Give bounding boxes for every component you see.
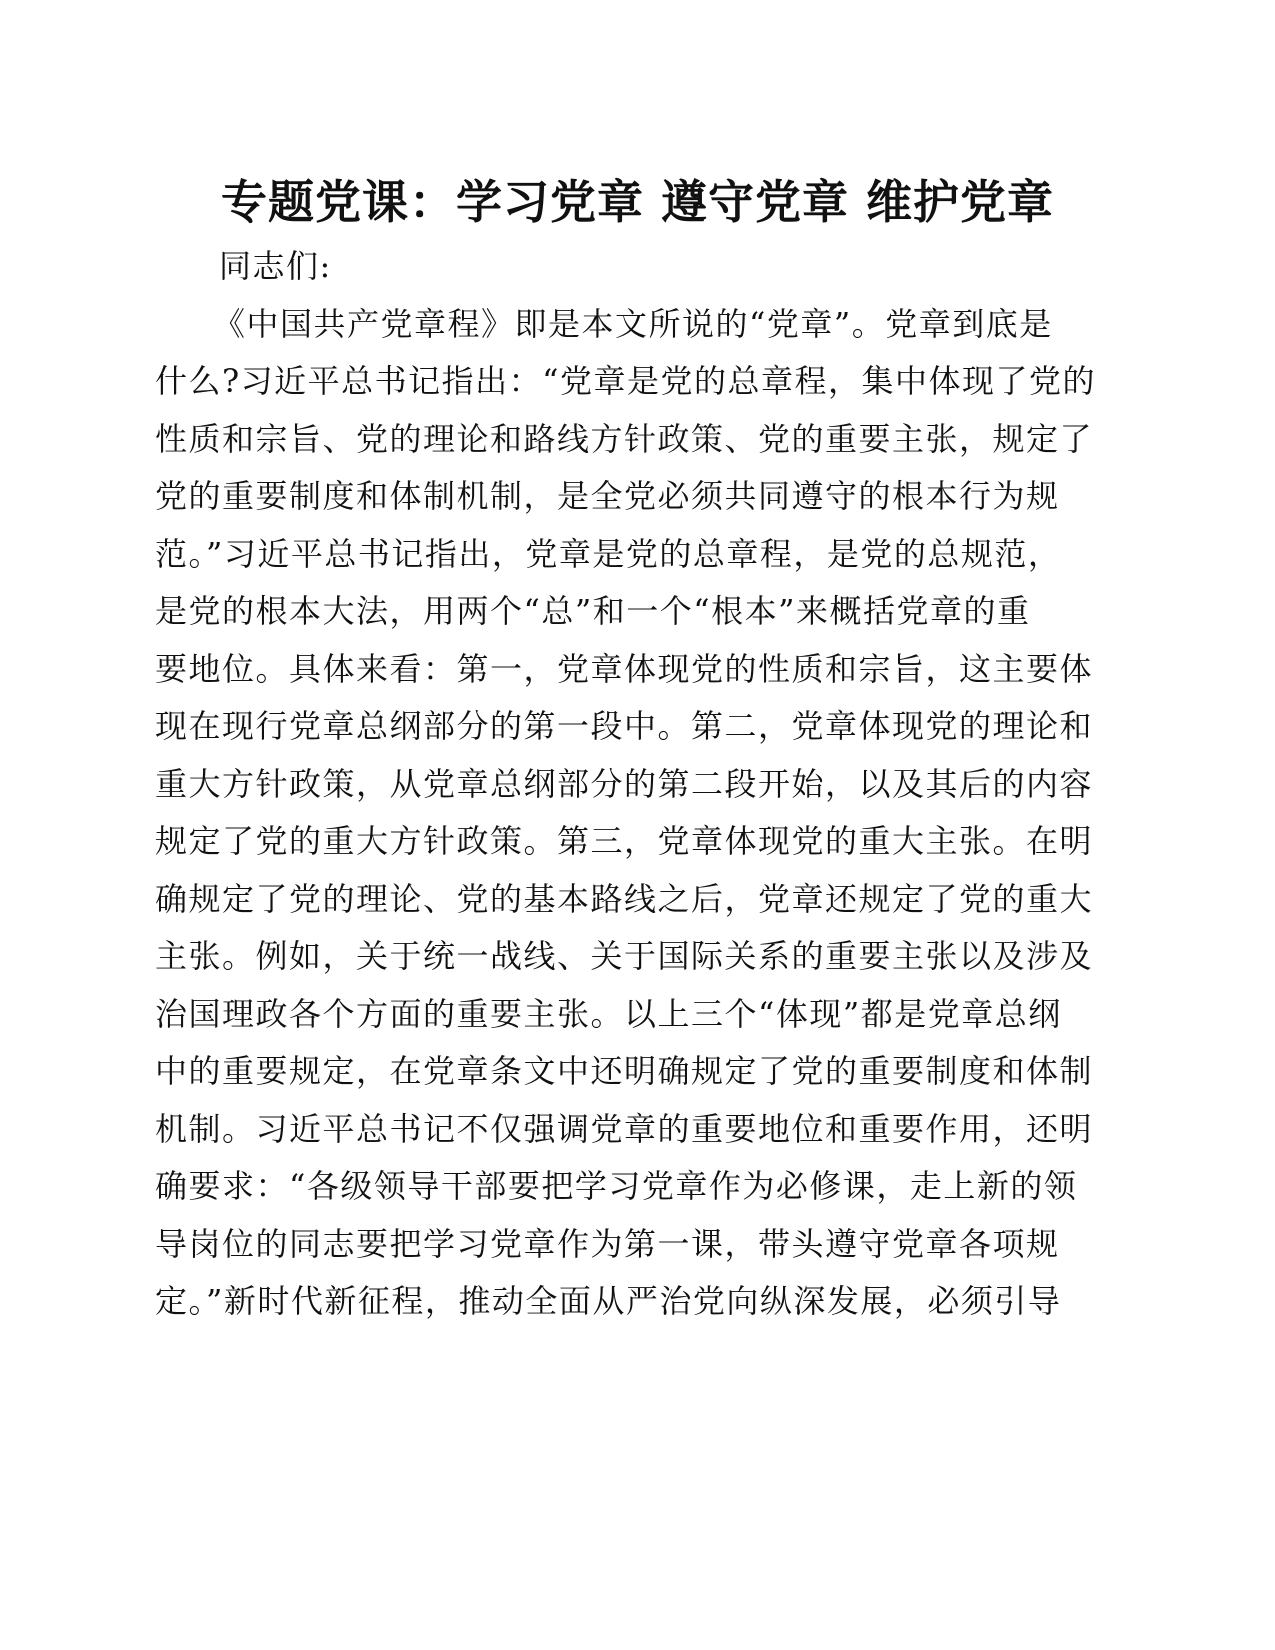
text-line: 要地位。具体来看：第一，党章体现党的性质和宗旨，这主要体 [155,649,1094,688]
text-line: 机制。习近平总书记不仅强调党章的重要地位和重要作用，还明 [155,1109,1094,1148]
text-line: 确规定了党的理论、党的基本路线之后，党章还规定了党的重大 [155,879,1094,918]
text-line: 规定了党的重大方针政策。第三，党章体现党的重大主张。在明 [155,822,1094,860]
text-line: 范。”习近平总书记指出，党章是党的总章程，是党的总规范， [155,534,1062,573]
text-line: 主张。例如，关于统一战线、关于国际关系的重要主张以及涉及 [155,937,1094,975]
text-line: 定。”新时代新征程，推动全面从严治党向纵深发展，必须引导 [155,1282,1062,1320]
text-line: 是党的根本大法，用两个“总”和一个“根本”来概括党章的重 [155,592,1031,630]
text-line: 导岗位的同志要把学习党章作为第一课，带头遵守党章各项规 [155,1224,1060,1263]
text-line: 党的重要制度和体制机制，是全党必须共同遵守的根本行为规 [155,477,1060,515]
text-line: 《中国共产党章程》即是本文所说的“党章”。党章到底是 [213,304,1053,343]
text-line: 什么?习近平总书记指出：“党章是党的总章程，集中体现了党的 [155,362,1097,400]
text-line: 治国理政各个方面的重要主张。以上三个“体现”都是党章总纲 [155,994,1062,1033]
text-line: 重大方针政策，从党章总纲部分的第二段开始，以及其后的内容 [155,764,1094,803]
text-line: 中的重要规定，在党章条文中还明确规定了党的重要制度和体制 [155,1052,1094,1090]
salutation-line: 同志们: [219,247,332,285]
text-line: 现在现行党章总纲部分的第一段中。第二，党章体现党的理论和 [155,707,1094,745]
text-line: 性质和宗旨、党的理论和路线方针政策、党的重要主张，规定了 [155,419,1094,458]
text-line: 确要求：“各级领导干部要把学习党章作为必修课，走上新的领 [155,1167,1078,1205]
document-body [155,238,1097,1331]
document-title: 专题党课：学习党章 遵守党章 维护党章 [220,175,1055,229]
